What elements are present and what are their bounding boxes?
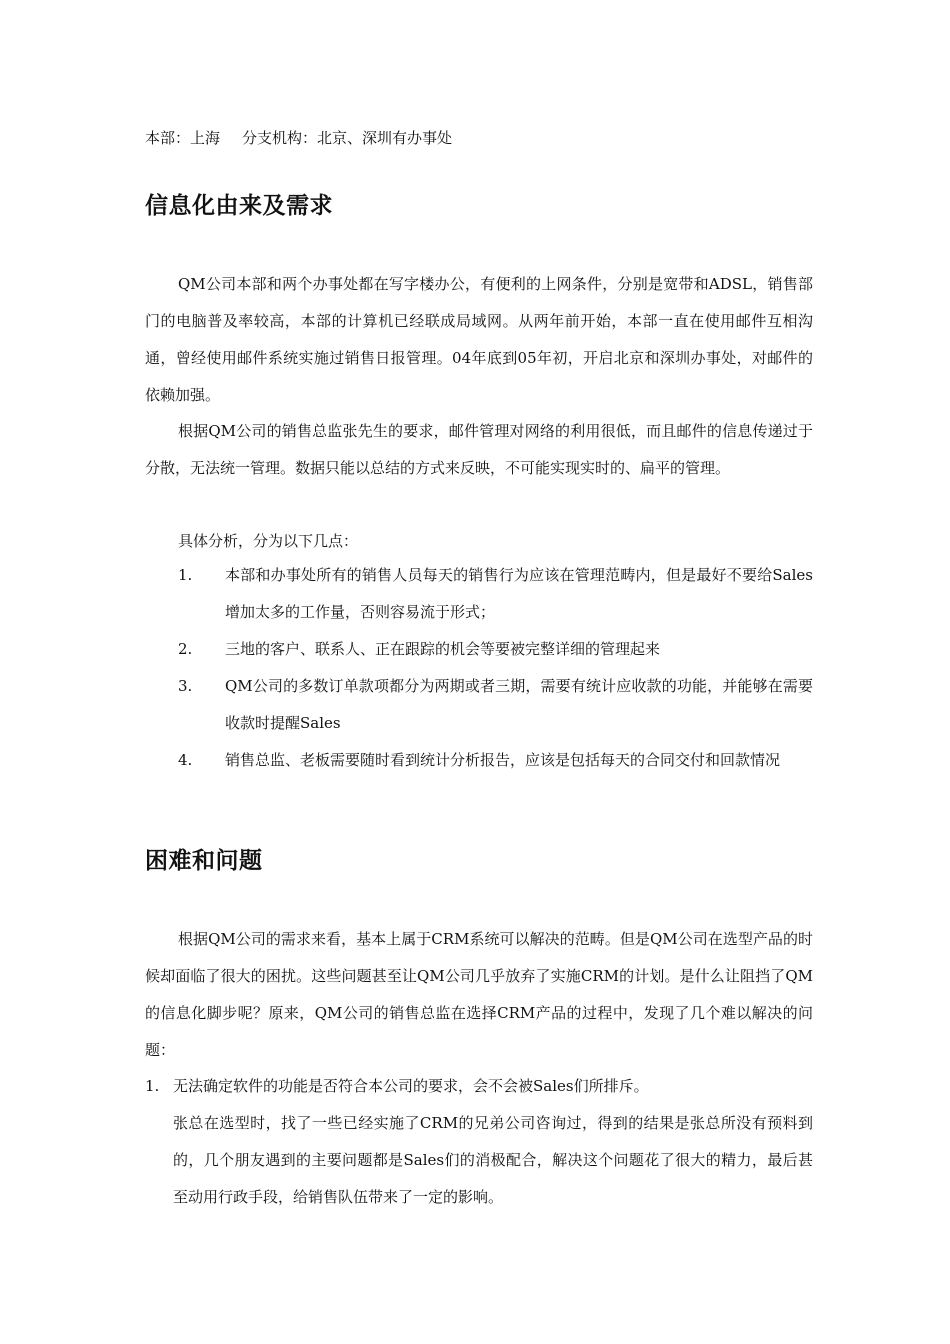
paragraph-problem-detail: 张总在选型时，找了一些已经实施了CRM的兄弟公司咨询过，得到的结果是张总所没有预料到的，几个朋友遇到的主要问题都是Sales们的消极配合，解决这个问题花了很大的精力，最后甚至动用行政手段，给销售队伍带来了一定的影响。: [173, 1114, 813, 1206]
requirement-list: [145, 557, 813, 779]
list-item: 3. QM公司的多数订单款项都分为两期或者三期，需要有统计应收款的功能，并能够在需要收款时提醒Sales: [178, 677, 813, 732]
list-item: 4. 销售总监、老板需要随时看到统计分析报告，应该是包括每天的合同交付和回款情况: [178, 751, 781, 769]
section-heading-problems: 困难和问题: [145, 848, 263, 874]
paragraph-background: QM公司本部和两个办事处都在写字楼办公，有便利的上网条件，分别是宽带和ADSL，销售部门的电脑普及率较高，本部的计算机已经联成局域网。从两年前开始，本部一直在使用邮件互相沟通，曾经使用邮件系统实施过销售日报管理。04年底到05年初，开启北京和深圳办事处，对邮件的依赖加强。: [145, 275, 813, 404]
paragraph-problems-intro: 根据QM公司的需求来看，基本上属于CRM系统可以解决的范畴。但是QM公司在选型产品的时候却面临了很大的困扰。这些问题甚至让QM公司几乎放弃了实施CRM的计划。是什么让阻挡了QM的信息化脚步呢？原来，QM公司的销售总监在选择CRM产品的过程中，发现了几个难以解决的问题：: [145, 930, 813, 1059]
branches-text: 分支机构：北京、深圳有办事处: [242, 129, 453, 147]
paragraph-director-requirement: 根据QM公司的销售总监张先生的要求，邮件管理对网络的利用很低，而且邮件的信息传递过于分散，无法统一管理。数据只能以总结的方式来反映，不可能实现实时的、扁平的管理。: [145, 422, 813, 477]
problem-list: [145, 1068, 813, 1105]
headquarters-text: 本部：上海: [145, 129, 221, 147]
list-item: 1. 本部和办事处所有的销售人员每天的销售行为应该在管理范畴内，但是最好不要给Sales增加太多的工作量，否则容易流于形式；: [178, 566, 813, 621]
list-item: 2. 三地的客户、联系人、正在跟踪的机会等要被完整详细的管理起来: [178, 640, 661, 658]
company-location-line: [145, 127, 452, 149]
paragraph-analysis-intro: 具体分析，分为以下几点：: [178, 532, 359, 550]
section-heading-origin: 信息化由来及需求: [145, 193, 333, 219]
list-item: 1. 无法确定软件的功能是否符合本公司的要求，会不会被Sales们所排斥。: [145, 1077, 649, 1095]
